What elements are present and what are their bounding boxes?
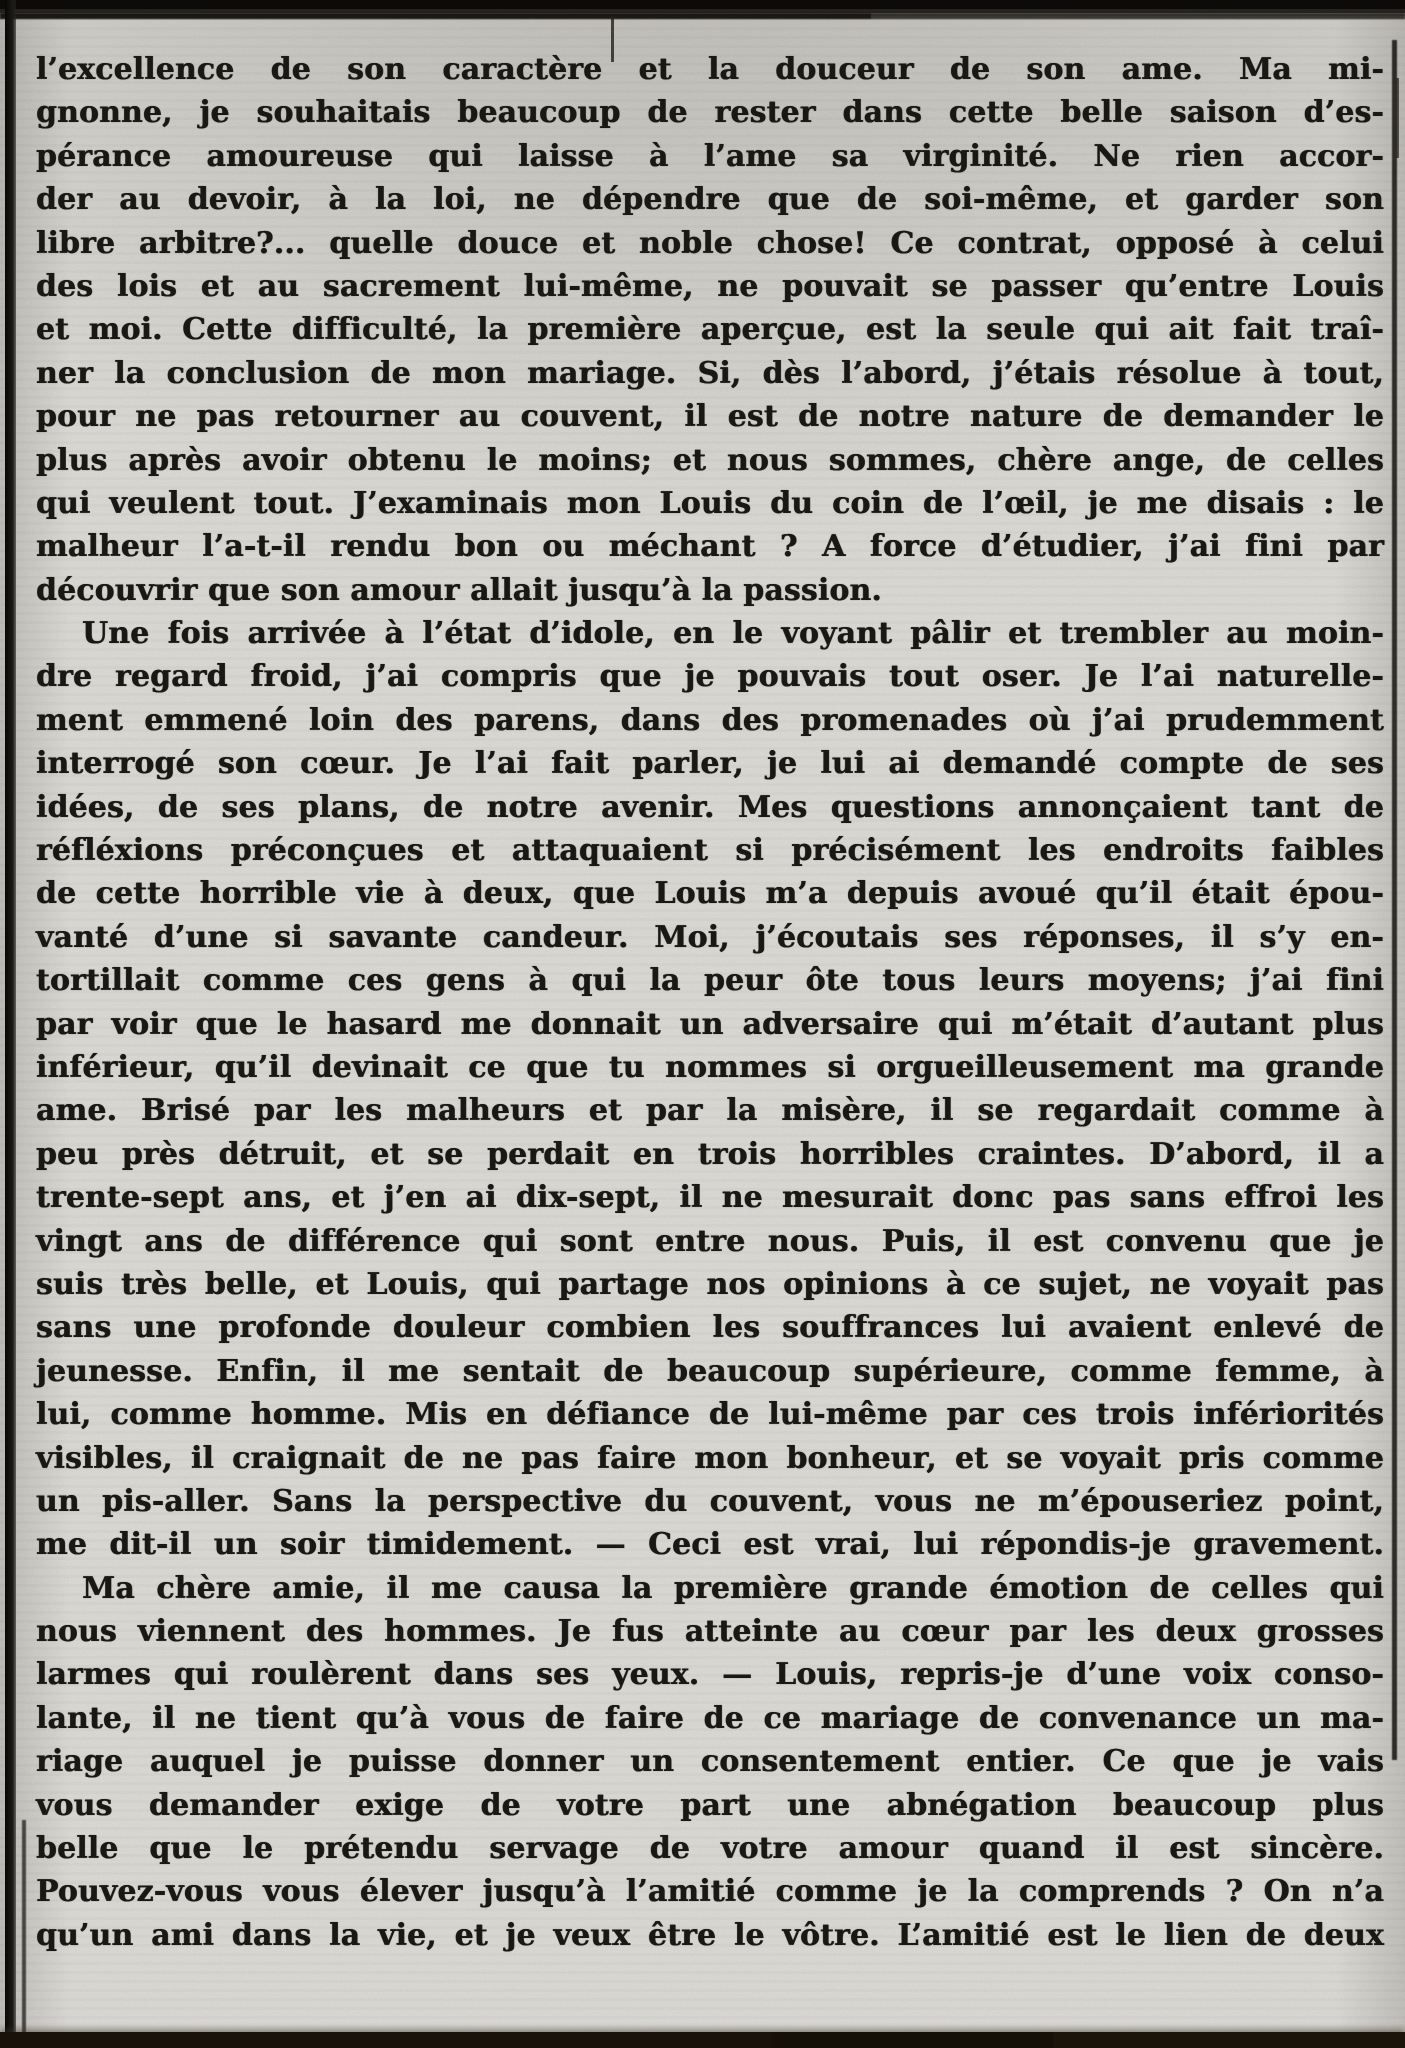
text-line: Ma chère amie, il me causa la première grande émotion de celles qui	[82, 1570, 1384, 1606]
text-line: malheur l’a-t-il rendu bon ou méchant ? A force d’étudier, j’ai fini par	[36, 529, 1384, 565]
text-line: visibles, il craignait de ne pas faire mon bonheur, et se voyait pris comme	[36, 1440, 1384, 1476]
text-line: l’excellence de son caractère et la douceur de son ame. Ma mi-	[36, 52, 1384, 87]
article-text-column	[36, 48, 1384, 1957]
edge-mark-fragment	[1396, 78, 1399, 158]
text-line: Une fois arrivée à l’état d’idole, en le voyant pâlir et trembler au moin-	[82, 616, 1384, 652]
column-rule-right	[1392, 40, 1397, 1760]
text-line: ame. Brisé par les malheurs et par la misère, il se regardait comme à	[36, 1093, 1384, 1129]
text-line: trente-sept ans, et j’en ai dix-sept, il ne mesurait donc pas sans effroi les	[36, 1180, 1384, 1216]
text-line: idées, de ses plans, de notre avenir. Mes questions annonçaient tant de	[36, 789, 1384, 825]
text-line: suis très belle, et Louis, qui partage nos opinions à ce sujet, ne voyait pas	[36, 1266, 1384, 1302]
top-horizontal-rule	[0, 13, 1405, 19]
text-line: un pis-aller. Sans la perspective du couvent, vous ne m’épouseriez point,	[36, 1483, 1384, 1519]
text-line: interrogé son cœur. Je l’ai fait parler, je lui ai demandé compte de ses	[36, 746, 1384, 782]
text-line: der au devoir, à la loi, ne dépendre que de soi-même, et garder son	[36, 182, 1384, 218]
column-rule-left	[5, 0, 16, 2048]
text-line: de cette horrible vie à deux, que Louis m’a depuis avoué qu’il était épou-	[36, 876, 1384, 912]
text-line: vous demander exige de votre part une abnégation beaucoup plus	[36, 1787, 1384, 1823]
text-line: des lois et au sacrement lui-même, ne pouvait se passer qu’entre Louis	[36, 268, 1384, 304]
text-line: pérance amoureuse qui laisse à l’ame sa virginité. Ne rien accor-	[36, 138, 1384, 174]
text-line: qu’un ami dans la vie, et je veux être le vôtre. L’amitié est le lien de deux	[36, 1917, 1384, 1953]
text-line: ner la conclusion de mon mariage. Si, dès l’abord, j’étais résolue à tout,	[36, 355, 1384, 391]
text-line: par voir que le hasard me donnait un adversaire qui m’était d’autant plus	[36, 1006, 1384, 1042]
text-line: belle que le prétendu servage de votre amour quand il est sincère.	[36, 1831, 1384, 1867]
text-line: dre regard froid, j’ai compris que je pouvais tout oser. Je l’ai naturelle-	[36, 659, 1384, 695]
page-bottom-edge	[0, 2032, 1405, 2048]
text-line: ment emmené loin des parens, dans des promenades où j’ai prudemment	[36, 702, 1384, 738]
text-line: tortillait comme ces gens à qui la peur ôte tous leurs moyens; j’ai fini	[36, 963, 1384, 999]
text-line: me dit-il un soir timidement. — Ceci est vrai, lui répondis-je gravement.	[36, 1527, 1384, 1563]
text-line: découvrir que son amour allait jusqu’à la passion.	[36, 572, 882, 608]
text-line: jeunesse. Enfin, il me sentait de beaucoup supérieure, comme femme, à	[36, 1353, 1384, 1389]
text-line: nous viennent des hommes. Je fus atteinte au cœur par les deux grosses	[36, 1614, 1384, 1650]
text-line: plus après avoir obtenu le moins; et nous sommes, chère ange, de celles	[36, 442, 1384, 478]
text-line: vanté d’une si savante candeur. Moi, j’écoutais ses réponses, il s’y en-	[36, 919, 1384, 955]
column-rule-left-fragment	[22, 1820, 26, 2048]
text-line: lui, comme homme. Mis en défiance de lui-même par ces trois infériorités	[36, 1397, 1384, 1433]
text-line: gnonne, je souhaitais beaucoup de rester dans cette belle saison d’es-	[36, 95, 1384, 131]
text-line: réfléxions préconçues et attaquaient si précisément les endroits faibles	[36, 833, 1384, 869]
text-line: sans une profonde douleur combien les souffrances lui avaient enlevé de	[36, 1310, 1384, 1346]
text-line: Pouvez-vous vous élever jusqu’à l’amitié comme je la comprends ? On n’a	[36, 1874, 1384, 1910]
text-line: inférieur, qu’il devinait ce que tu nommes si orgueilleusement ma grande	[36, 1049, 1384, 1085]
text-line: libre arbitre?... quelle douce et noble chose! Ce contrat, opposé à celui	[36, 225, 1384, 261]
text-line: lante, il ne tient qu’à vous de faire de ce mariage de convenance un ma-	[36, 1700, 1384, 1736]
text-line: peu près détruit, et se perdait en trois horribles craintes. D’abord, il a	[36, 1136, 1384, 1172]
text-line: riage auquel je puisse donner un consentement entier. Ce que je vais	[36, 1744, 1384, 1780]
text-line: larmes qui roulèrent dans ses yeux. — Louis, repris-je d’une voix conso-	[36, 1657, 1384, 1693]
text-line: vingt ans de différence qui sont entre nous. Puis, il est convenu que je	[36, 1223, 1384, 1259]
text-line: qui veulent tout. J’examinais mon Louis du coin de l’œil, je me disais : le	[36, 485, 1384, 521]
text-line: pour ne pas retourner au couvent, il est de notre nature de demander le	[36, 399, 1384, 435]
text-line: et moi. Cette difficulté, la première aperçue, est la seule qui ait fait traî-	[36, 312, 1384, 348]
